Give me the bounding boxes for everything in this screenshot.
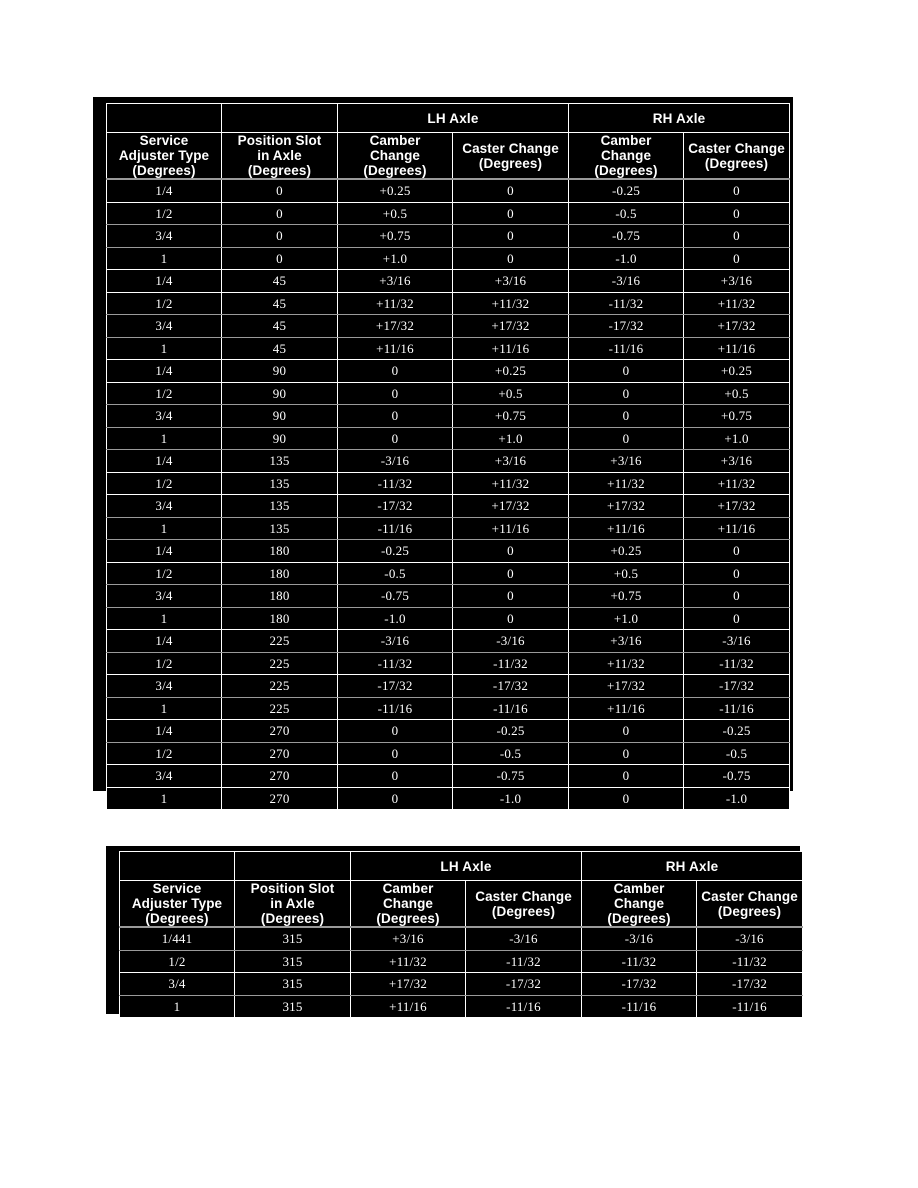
cell-rh-camber-change: +17/32: [569, 495, 684, 518]
cell-lh-caster-change: +11/16: [453, 337, 569, 360]
cell-lh-caster-change: -0.75: [453, 765, 569, 788]
cell-rh-caster-change: -11/32: [684, 652, 790, 675]
cell-rh-caster-change: 0: [684, 585, 790, 608]
cell-position-slot-in-axle: 180: [222, 607, 338, 630]
header-line: (Degrees): [594, 163, 658, 179]
cell-service-adjuster-type: 1/2: [107, 472, 222, 495]
header-line: (Degrees): [478, 155, 543, 171]
header-line: Adjuster Type: [118, 148, 210, 164]
header-line: (Degrees): [491, 903, 556, 919]
header-line: in Axle: [270, 896, 315, 912]
cell-position-slot-in-axle: 90: [222, 360, 338, 383]
cell-position-slot-in-axle: 270: [222, 765, 338, 788]
header-line: (Degrees): [363, 163, 427, 179]
cell-lh-camber-change: -0.25: [338, 540, 453, 563]
cell-rh-camber-change: +11/32: [569, 472, 684, 495]
cell-rh-camber-change: 0: [569, 765, 684, 788]
cell-service-adjuster-type: 1/2: [107, 742, 222, 765]
cell-lh-caster-change: -11/32: [453, 652, 569, 675]
cell-lh-camber-change: -17/32: [338, 675, 453, 698]
cell-service-adjuster-type: 3/4: [120, 973, 235, 996]
cell-position-slot-in-axle: 270: [222, 720, 338, 743]
header-line: Caster Change: [701, 888, 798, 904]
cell-lh-camber-change: 0: [338, 787, 453, 810]
header-line: Caster Change: [475, 888, 572, 904]
cell-lh-caster-change: -17/32: [466, 973, 582, 996]
cell-service-adjuster-type: 1/2: [107, 652, 222, 675]
cell-lh-camber-change: -17/32: [338, 495, 453, 518]
table-2-column-header-row: [120, 881, 803, 928]
cell-lh-caster-change: 0: [453, 179, 569, 202]
cell-rh-caster-change: +3/16: [684, 450, 790, 473]
header-rh-caster-change: [697, 881, 803, 928]
cell-service-adjuster-type: 1/4: [107, 360, 222, 383]
table-row: [107, 720, 790, 743]
header-line: Camber: [382, 881, 434, 896]
header-rh-axle: RH Axle: [569, 104, 790, 133]
cell-rh-camber-change: 0: [569, 382, 684, 405]
header-lh-axle: LH Axle: [351, 852, 582, 881]
cell-rh-camber-change: +11/32: [569, 652, 684, 675]
header-line: Adjuster Type: [131, 896, 223, 912]
table-row: [107, 202, 790, 225]
cell-service-adjuster-type: 1: [107, 247, 222, 270]
table-row: [107, 315, 790, 338]
cell-rh-caster-change: +11/16: [684, 517, 790, 540]
cell-service-adjuster-type: 1: [107, 427, 222, 450]
header-line: in Axle: [257, 148, 302, 164]
cell-rh-caster-change: +0.5: [684, 382, 790, 405]
header-service-adjuster-type: [107, 133, 222, 180]
cell-rh-camber-change: -17/32: [569, 315, 684, 338]
cell-position-slot-in-axle: 270: [222, 787, 338, 810]
cell-position-slot-in-axle: 315: [235, 927, 351, 950]
cell-lh-camber-change: -11/16: [338, 517, 453, 540]
cell-lh-camber-change: +17/32: [351, 973, 466, 996]
header-line: Caster Change: [688, 140, 785, 156]
cell-lh-caster-change: -0.5: [453, 742, 569, 765]
cell-rh-camber-change: -11/32: [582, 950, 697, 973]
cell-rh-caster-change: +11/32: [684, 472, 790, 495]
table-row: [107, 495, 790, 518]
cell-rh-caster-change: -3/16: [684, 630, 790, 653]
table-1-column-header-row: [107, 133, 790, 180]
cell-lh-camber-change: +0.25: [338, 179, 453, 202]
cell-rh-caster-change: +0.75: [684, 405, 790, 428]
cell-rh-caster-change: +3/16: [684, 270, 790, 293]
header-position-slot-in-axle: [235, 881, 351, 928]
cell-rh-camber-change: 0: [569, 720, 684, 743]
header-lh-camber-change: [338, 133, 453, 180]
cell-lh-caster-change: +11/32: [453, 472, 569, 495]
cell-position-slot-in-axle: 180: [222, 585, 338, 608]
cell-position-slot-in-axle: 45: [222, 315, 338, 338]
header-line: (Degrees): [132, 163, 196, 179]
cell-service-adjuster-type: 1/2: [107, 382, 222, 405]
cell-rh-caster-change: -0.5: [684, 742, 790, 765]
header-line: (Degrees): [717, 903, 782, 919]
cell-service-adjuster-type: 3/4: [107, 405, 222, 428]
cell-rh-camber-change: -3/16: [569, 270, 684, 293]
cell-position-slot-in-axle: 45: [222, 292, 338, 315]
cell-position-slot-in-axle: 135: [222, 472, 338, 495]
header-rh-camber-change: [569, 133, 684, 180]
header-line: Camber: [369, 133, 421, 148]
cell-rh-caster-change: 0: [684, 202, 790, 225]
cell-lh-camber-change: -11/32: [338, 472, 453, 495]
header-line: Change: [600, 148, 652, 164]
cell-rh-camber-change: -17/32: [582, 973, 697, 996]
cell-lh-camber-change: 0: [338, 427, 453, 450]
cell-lh-caster-change: -11/16: [466, 995, 582, 1018]
table-1-body: [107, 179, 790, 810]
cell-lh-camber-change: -11/16: [338, 697, 453, 720]
cell-position-slot-in-axle: 225: [222, 652, 338, 675]
table-row: [107, 247, 790, 270]
cell-lh-camber-change: -1.0: [338, 607, 453, 630]
cell-rh-caster-change: 0: [684, 562, 790, 585]
header-line: Service: [139, 133, 189, 148]
cell-rh-camber-change: -11/16: [569, 337, 684, 360]
cell-position-slot-in-axle: 225: [222, 675, 338, 698]
header-line: Position Slot: [250, 881, 335, 896]
cell-rh-camber-change: -11/32: [569, 292, 684, 315]
table-row: [120, 950, 803, 973]
cell-lh-caster-change: -11/16: [453, 697, 569, 720]
cell-service-adjuster-type: 1/4: [107, 450, 222, 473]
cell-lh-caster-change: -3/16: [466, 927, 582, 950]
table-row: [107, 562, 790, 585]
cell-rh-caster-change: -3/16: [697, 927, 803, 950]
cell-service-adjuster-type: 1/4: [107, 630, 222, 653]
cell-rh-camber-change: +11/16: [569, 517, 684, 540]
header-line: Change: [369, 148, 421, 164]
cell-lh-caster-change: 0: [453, 247, 569, 270]
cell-service-adjuster-type: 1: [107, 607, 222, 630]
cell-position-slot-in-axle: 225: [222, 697, 338, 720]
cell-rh-caster-change: 0: [684, 540, 790, 563]
table-row: [107, 405, 790, 428]
cell-lh-caster-change: 0: [453, 562, 569, 585]
cell-rh-caster-change: 0: [684, 225, 790, 248]
cell-service-adjuster-type: 3/4: [107, 675, 222, 698]
cell-service-adjuster-type: 3/4: [107, 225, 222, 248]
header-line: (Degrees): [376, 911, 440, 927]
cell-lh-camber-change: 0: [338, 405, 453, 428]
header-service-adjuster-type: [120, 881, 235, 928]
cell-position-slot-in-axle: 90: [222, 382, 338, 405]
cell-service-adjuster-type: 3/4: [107, 315, 222, 338]
cell-rh-camber-change: +17/32: [569, 675, 684, 698]
cell-lh-caster-change: -11/32: [466, 950, 582, 973]
cell-rh-camber-change: 0: [569, 787, 684, 810]
table-row: [107, 742, 790, 765]
cell-lh-camber-change: -11/32: [338, 652, 453, 675]
header-line: (Degrees): [607, 911, 671, 927]
cell-service-adjuster-type: 1: [107, 517, 222, 540]
table-row: [107, 337, 790, 360]
camber-caster-table-2-frame: [106, 846, 800, 1014]
cell-lh-caster-change: 0: [453, 225, 569, 248]
cell-lh-caster-change: +11/16: [453, 517, 569, 540]
cell-rh-camber-change: 0: [569, 360, 684, 383]
cell-position-slot-in-axle: 90: [222, 427, 338, 450]
camber-caster-table-2: [119, 851, 803, 1018]
cell-lh-caster-change: -0.25: [453, 720, 569, 743]
cell-rh-camber-change: -0.5: [569, 202, 684, 225]
header-line: Caster Change: [462, 140, 559, 156]
cell-position-slot-in-axle: 45: [222, 270, 338, 293]
table-2-body: [120, 927, 803, 1018]
cell-lh-caster-change: -3/16: [453, 630, 569, 653]
cell-rh-caster-change: +1.0: [684, 427, 790, 450]
cell-lh-caster-change: -17/32: [453, 675, 569, 698]
cell-lh-camber-change: +11/16: [351, 995, 466, 1018]
cell-position-slot-in-axle: 270: [222, 742, 338, 765]
cell-position-slot-in-axle: 135: [222, 517, 338, 540]
table-row: [107, 450, 790, 473]
cell-rh-camber-change: +3/16: [569, 630, 684, 653]
table-row: [120, 973, 803, 996]
cell-rh-caster-change: -1.0: [684, 787, 790, 810]
cell-rh-caster-change: -11/16: [684, 697, 790, 720]
cell-lh-camber-change: 0: [338, 382, 453, 405]
cell-lh-camber-change: -0.5: [338, 562, 453, 585]
cell-service-adjuster-type: 1: [120, 995, 235, 1018]
table-1-header: [107, 104, 790, 180]
cell-service-adjuster-type: 3/4: [107, 585, 222, 608]
cell-rh-caster-change: +0.25: [684, 360, 790, 383]
header-spacer-slot: [222, 104, 338, 133]
cell-service-adjuster-type: 1/4: [107, 720, 222, 743]
table-2-axle-header-row: [120, 852, 803, 881]
cell-rh-caster-change: -0.75: [684, 765, 790, 788]
table-row: [107, 765, 790, 788]
cell-service-adjuster-type: 1/2: [120, 950, 235, 973]
cell-service-adjuster-type: 1/4: [107, 540, 222, 563]
cell-lh-camber-change: +3/16: [351, 927, 466, 950]
cell-position-slot-in-axle: 225: [222, 630, 338, 653]
cell-lh-caster-change: +1.0: [453, 427, 569, 450]
table-row: [107, 270, 790, 293]
header-line: Change: [613, 896, 665, 912]
cell-rh-caster-change: 0: [684, 607, 790, 630]
cell-rh-camber-change: +0.75: [569, 585, 684, 608]
header-line: Service: [152, 881, 202, 896]
camber-caster-table-1: [106, 103, 790, 810]
cell-position-slot-in-axle: 45: [222, 337, 338, 360]
cell-lh-camber-change: 0: [338, 765, 453, 788]
cell-position-slot-in-axle: 180: [222, 562, 338, 585]
table-row: [107, 787, 790, 810]
cell-rh-caster-change: -17/32: [684, 675, 790, 698]
header-line: (Degrees): [260, 911, 325, 927]
header-line: Camber: [600, 133, 652, 148]
cell-rh-camber-change: -0.75: [569, 225, 684, 248]
header-spacer-adjuster: [120, 852, 235, 881]
cell-position-slot-in-axle: 0: [222, 202, 338, 225]
cell-lh-camber-change: +17/32: [338, 315, 453, 338]
cell-lh-caster-change: +0.5: [453, 382, 569, 405]
cell-rh-caster-change: -17/32: [697, 973, 803, 996]
cell-position-slot-in-axle: 0: [222, 179, 338, 202]
cell-rh-caster-change: -0.25: [684, 720, 790, 743]
cell-rh-camber-change: 0: [569, 405, 684, 428]
header-lh-camber-change: [351, 881, 466, 928]
cell-lh-camber-change: 0: [338, 360, 453, 383]
cell-service-adjuster-type: 3/4: [107, 495, 222, 518]
cell-lh-caster-change: +0.75: [453, 405, 569, 428]
cell-rh-camber-change: +3/16: [569, 450, 684, 473]
header-position-slot-in-axle: [222, 133, 338, 180]
cell-lh-camber-change: 0: [338, 720, 453, 743]
cell-service-adjuster-type: 1/2: [107, 292, 222, 315]
cell-position-slot-in-axle: 315: [235, 995, 351, 1018]
cell-rh-caster-change: +11/32: [684, 292, 790, 315]
cell-service-adjuster-type: 1: [107, 697, 222, 720]
header-line: (Degrees): [145, 911, 209, 927]
cell-rh-camber-change: +11/16: [569, 697, 684, 720]
cell-lh-camber-change: +0.5: [338, 202, 453, 225]
header-rh-camber-change: [582, 881, 697, 928]
table-row: [107, 427, 790, 450]
header-spacer-slot: [235, 852, 351, 881]
cell-position-slot-in-axle: 315: [235, 950, 351, 973]
table-row: [107, 652, 790, 675]
cell-service-adjuster-type: 1/4: [107, 179, 222, 202]
cell-position-slot-in-axle: 315: [235, 973, 351, 996]
header-line: Position Slot: [237, 133, 322, 148]
table-row: [120, 927, 803, 950]
table-row: [107, 292, 790, 315]
cell-lh-caster-change: 0: [453, 202, 569, 225]
cell-service-adjuster-type: 1/2: [107, 202, 222, 225]
cell-lh-camber-change: +3/16: [338, 270, 453, 293]
table-row: [107, 540, 790, 563]
cell-lh-caster-change: -1.0: [453, 787, 569, 810]
cell-lh-camber-change: -3/16: [338, 450, 453, 473]
cell-service-adjuster-type: 1: [107, 337, 222, 360]
table-row: [120, 995, 803, 1018]
cell-rh-camber-change: -11/16: [582, 995, 697, 1018]
header-lh-axle: LH Axle: [338, 104, 569, 133]
header-line: (Degrees): [247, 163, 312, 179]
cell-rh-caster-change: +17/32: [684, 315, 790, 338]
cell-lh-caster-change: +0.25: [453, 360, 569, 383]
header-rh-axle: RH Axle: [582, 852, 803, 881]
cell-rh-caster-change: -11/32: [697, 950, 803, 973]
cell-rh-caster-change: +11/16: [684, 337, 790, 360]
cell-lh-caster-change: +11/32: [453, 292, 569, 315]
cell-lh-caster-change: +17/32: [453, 315, 569, 338]
cell-rh-caster-change: -11/16: [697, 995, 803, 1018]
table-row: [107, 179, 790, 202]
cell-lh-caster-change: +3/16: [453, 270, 569, 293]
cell-lh-camber-change: +11/32: [338, 292, 453, 315]
table-row: [107, 585, 790, 608]
cell-lh-camber-change: +11/16: [338, 337, 453, 360]
cell-rh-camber-change: -0.25: [569, 179, 684, 202]
cell-service-adjuster-type: 1: [107, 787, 222, 810]
cell-rh-camber-change: +0.5: [569, 562, 684, 585]
cell-rh-caster-change: +17/32: [684, 495, 790, 518]
table-1-axle-header-row: [107, 104, 790, 133]
header-line: Camber: [613, 881, 665, 896]
cell-lh-caster-change: 0: [453, 540, 569, 563]
table-row: [107, 607, 790, 630]
cell-lh-caster-change: 0: [453, 585, 569, 608]
cell-position-slot-in-axle: 0: [222, 247, 338, 270]
cell-rh-camber-change: 0: [569, 427, 684, 450]
cell-position-slot-in-axle: 180: [222, 540, 338, 563]
cell-rh-caster-change: 0: [684, 247, 790, 270]
cell-rh-camber-change: -1.0: [569, 247, 684, 270]
cell-service-adjuster-type: 3/4: [107, 765, 222, 788]
cell-position-slot-in-axle: 0: [222, 225, 338, 248]
cell-rh-camber-change: +0.25: [569, 540, 684, 563]
cell-lh-camber-change: -0.75: [338, 585, 453, 608]
header-rh-caster-change: [684, 133, 790, 180]
cell-lh-camber-change: +11/32: [351, 950, 466, 973]
cell-lh-caster-change: 0: [453, 607, 569, 630]
cell-lh-camber-change: 0: [338, 742, 453, 765]
cell-lh-caster-change: +17/32: [453, 495, 569, 518]
table-row: [107, 697, 790, 720]
cell-rh-camber-change: 0: [569, 742, 684, 765]
cell-lh-camber-change: +1.0: [338, 247, 453, 270]
cell-position-slot-in-axle: 135: [222, 450, 338, 473]
cell-service-adjuster-type: 1/4: [107, 270, 222, 293]
camber-caster-table-1-frame: [93, 97, 793, 806]
cell-lh-caster-change: +3/16: [453, 450, 569, 473]
cell-position-slot-in-axle: 135: [222, 495, 338, 518]
table-2-header: [120, 852, 803, 928]
cell-lh-camber-change: -3/16: [338, 630, 453, 653]
header-lh-caster-change: [466, 881, 582, 928]
table-row: [107, 517, 790, 540]
table-row: [107, 382, 790, 405]
table-row: [107, 675, 790, 698]
table-row: [107, 360, 790, 383]
cell-service-adjuster-type: 1/2: [107, 562, 222, 585]
cell-service-adjuster-type: 1/441: [120, 927, 235, 950]
table-row: [107, 630, 790, 653]
cell-rh-camber-change: +1.0: [569, 607, 684, 630]
table-row: [107, 472, 790, 495]
cell-rh-caster-change: 0: [684, 179, 790, 202]
header-line: Change: [382, 896, 434, 912]
cell-rh-camber-change: -3/16: [582, 927, 697, 950]
cell-position-slot-in-axle: 90: [222, 405, 338, 428]
header-spacer-adjuster: [107, 104, 222, 133]
header-line: (Degrees): [704, 155, 769, 171]
cell-lh-camber-change: +0.75: [338, 225, 453, 248]
header-lh-caster-change: [453, 133, 569, 180]
table-row: [107, 225, 790, 248]
